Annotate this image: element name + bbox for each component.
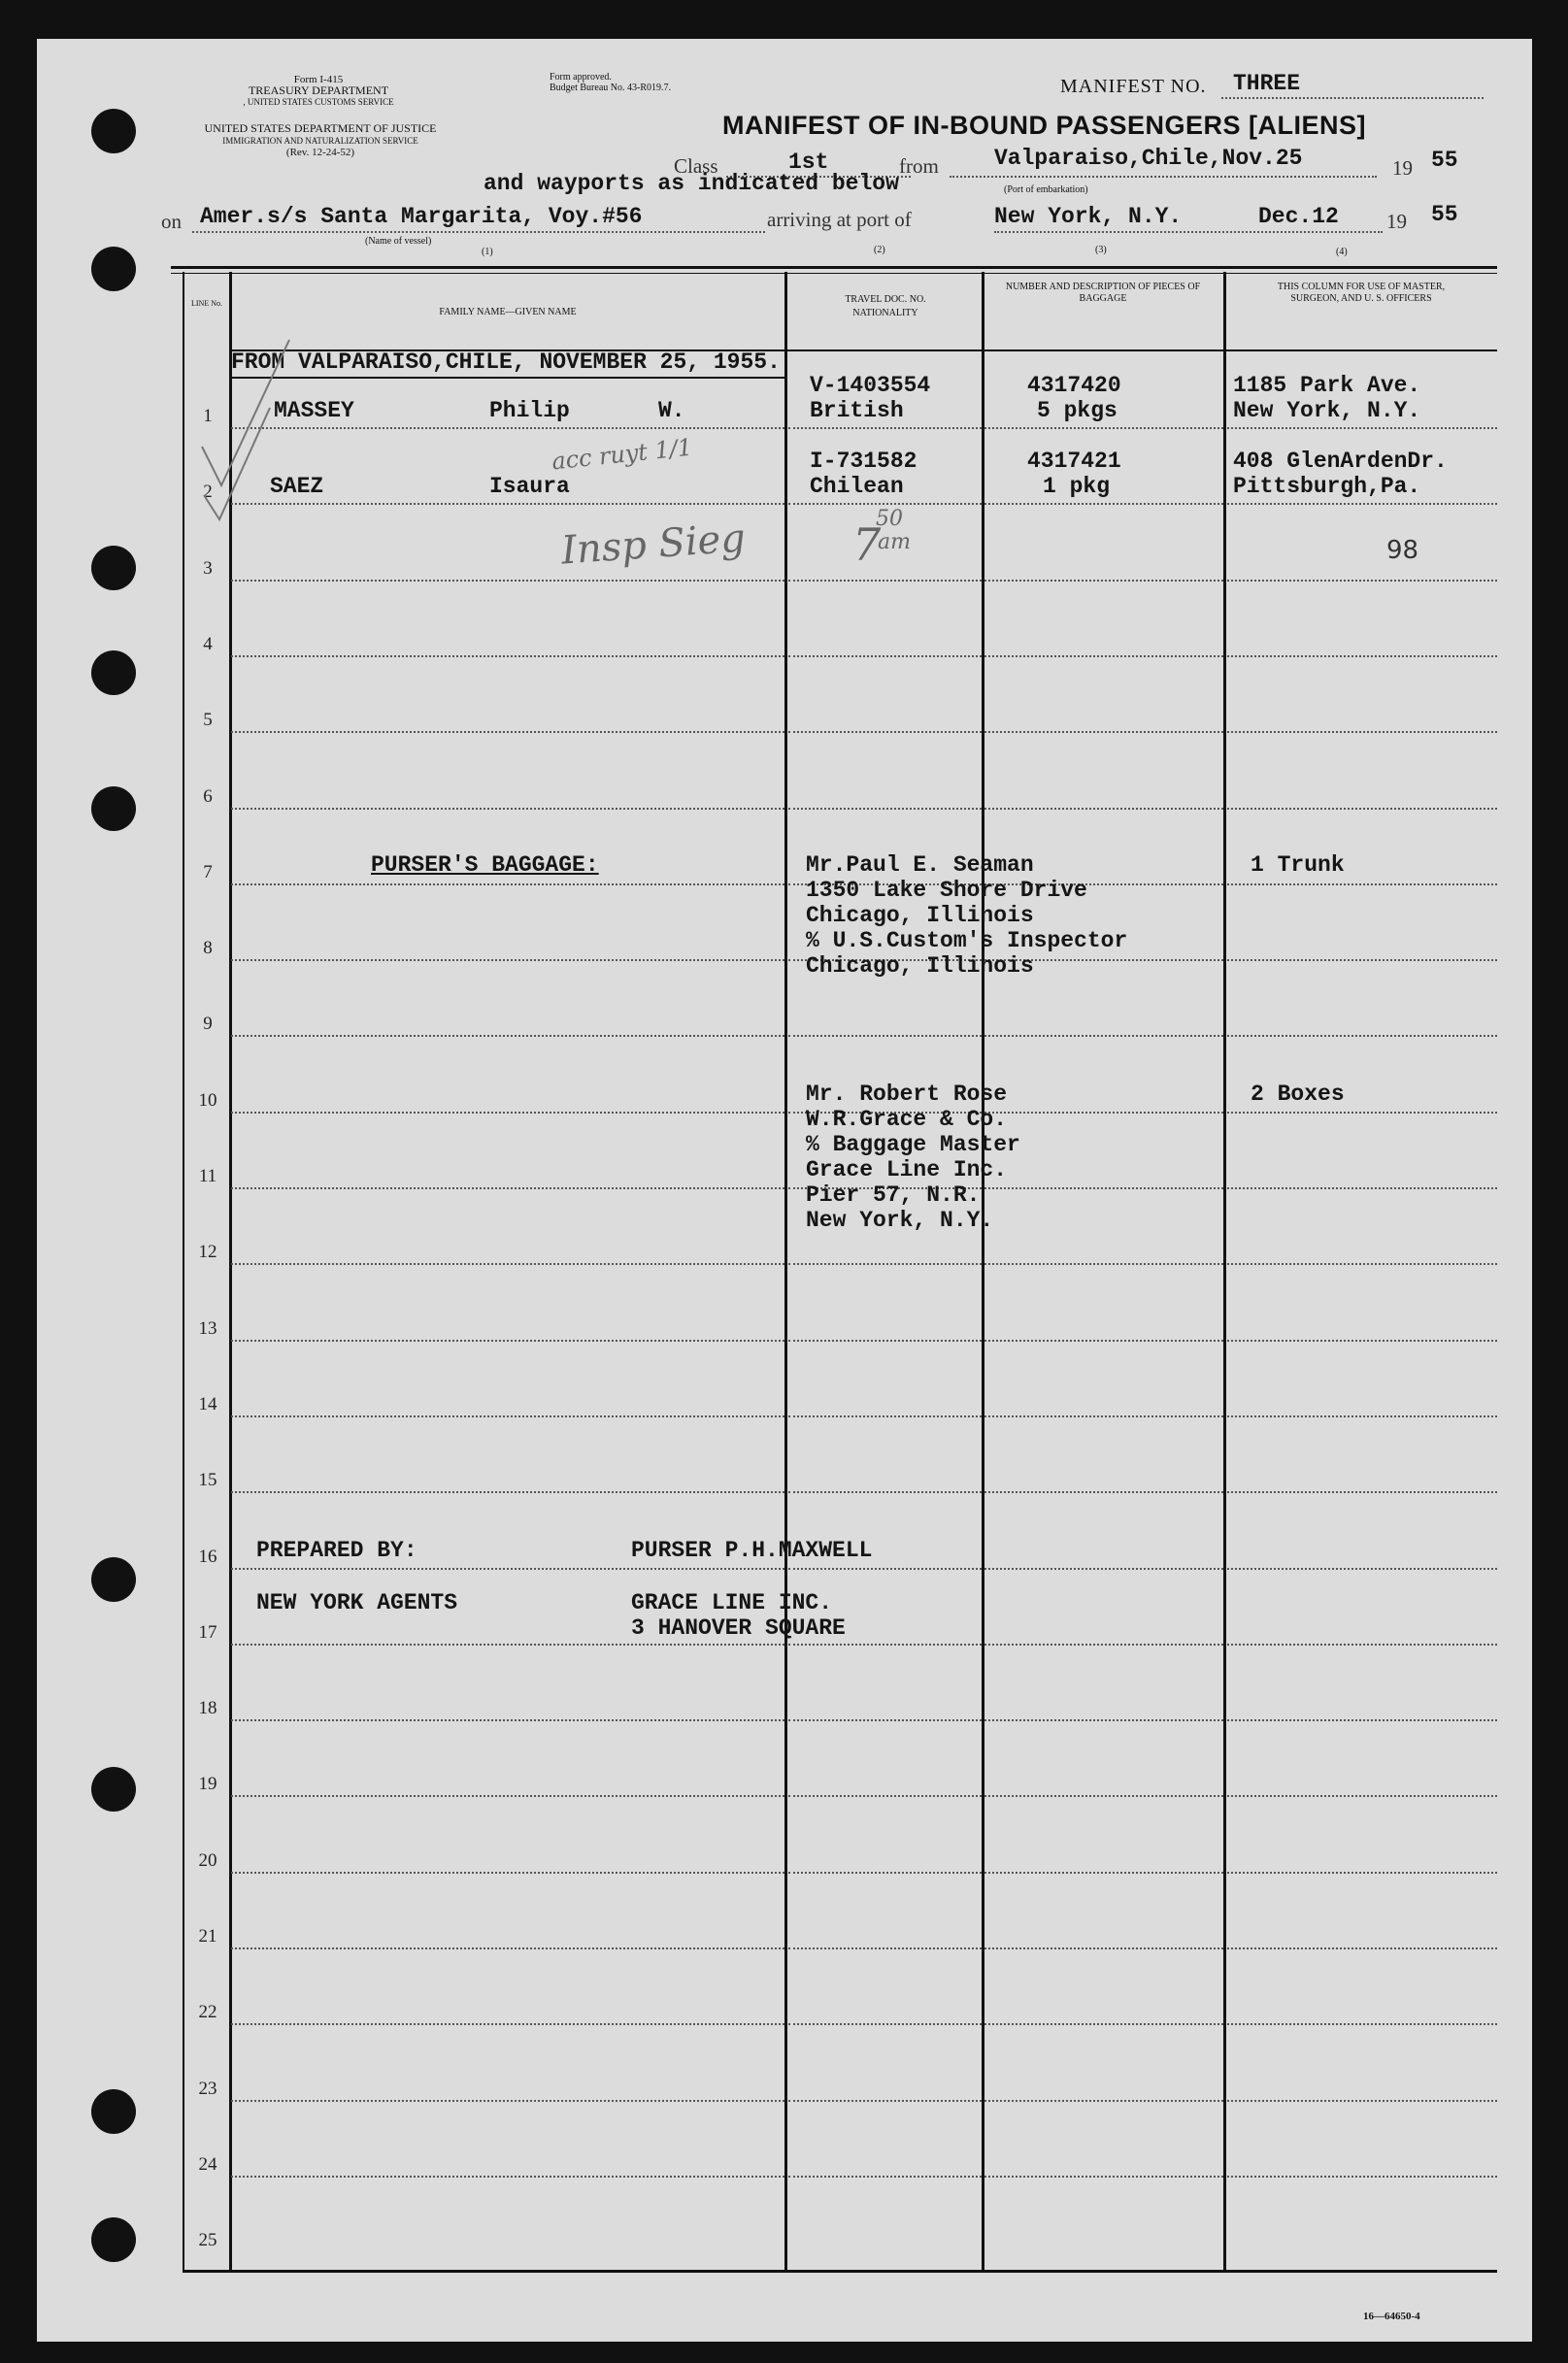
prepared-by-value: PURSER P.H.MAXWELL xyxy=(631,1538,873,1563)
line-number: 17 xyxy=(198,1622,217,1643)
purser-item-2-line-6: New York, N.Y. xyxy=(806,1208,994,1233)
treasury-department: TREASURY DEPARTMENT xyxy=(248,83,389,97)
line-number: 13 xyxy=(198,1318,217,1339)
row-dotted-line xyxy=(788,1491,982,1493)
row-dotted-line xyxy=(788,1568,982,1570)
purser-item-2-line-5: Pier 57, N.R. xyxy=(806,1182,981,1208)
row-dotted-line xyxy=(231,1644,784,1646)
row-dotted-line xyxy=(984,1644,1223,1646)
line-number: 5 xyxy=(203,710,213,730)
binder-hole xyxy=(91,109,136,153)
row-dotted-line xyxy=(788,2100,982,2102)
line-number: 22 xyxy=(198,2002,217,2022)
passenger-1-baggage-number: 4317420 xyxy=(1027,373,1121,398)
agents-line-2: 3 HANOVER SQUARE xyxy=(631,1615,846,1641)
passenger-2-address-line-1: 408 GlenArdenDr. xyxy=(1233,449,1448,474)
class-value: 1st xyxy=(788,150,829,175)
immigration-service: IMMIGRATION AND NATURALIZATION SERVICE xyxy=(222,136,418,146)
row-dotted-line xyxy=(984,1719,1223,1721)
row-dotted-line xyxy=(788,427,982,429)
row-dotted-line xyxy=(1227,427,1497,429)
wayports-text: and wayports as indicated below xyxy=(484,171,899,196)
row-dotted-line xyxy=(788,1263,982,1265)
row-dotted-line xyxy=(231,731,784,733)
row-dotted-line xyxy=(1227,1947,1497,1949)
line-number: 3 xyxy=(203,558,213,579)
row-dotted-line xyxy=(231,959,784,961)
column-divider-travel xyxy=(982,272,984,2272)
line-number: 25 xyxy=(198,2230,217,2250)
manifest-no-value: THREE xyxy=(1233,71,1301,96)
row-dotted-line xyxy=(1227,1568,1497,1570)
departure-line: FROM VALPARAISO,CHILE, NOVEMBER 25, 1955. xyxy=(231,349,781,375)
row-dotted-line xyxy=(984,1263,1223,1265)
row-dotted-line xyxy=(788,1795,982,1797)
purser-item-2-line-1: Mr. Robert Rose xyxy=(806,1082,1008,1107)
handwritten-checkmarks xyxy=(192,301,318,524)
row-dotted-line xyxy=(1227,2023,1497,2025)
passenger-1-initial: W. xyxy=(658,398,685,423)
manifest-title: MANIFEST OF IN-BOUND PASSENGERS [ALIENS] xyxy=(722,111,1367,140)
line-number: 4 xyxy=(203,634,213,654)
purser-item-1-line-3: Chicago, Illinois xyxy=(806,903,1034,928)
class-label: Class xyxy=(674,154,718,178)
row-dotted-line xyxy=(231,1187,784,1189)
row-dotted-line xyxy=(788,1947,982,1949)
row-dotted-line xyxy=(231,1491,784,1493)
row-dotted-line xyxy=(1227,1415,1497,1417)
manifest-no-line xyxy=(1221,97,1484,99)
row-dotted-line xyxy=(1227,731,1497,733)
row-dotted-line xyxy=(984,2023,1223,2025)
handwritten-time: 7 xyxy=(852,518,882,571)
table-left-border xyxy=(183,272,184,2272)
passenger-1-nationality: British xyxy=(810,398,904,423)
form-code: 16—64650-4 xyxy=(1363,2311,1420,2322)
line-number: 2 xyxy=(203,482,213,502)
purser-item-1-quantity: 1 Trunk xyxy=(1251,852,1345,878)
row-dotted-line xyxy=(231,1568,784,1570)
row-dotted-line xyxy=(788,2023,982,2025)
line-number: 16 xyxy=(198,1547,217,1567)
row-dotted-line xyxy=(984,2100,1223,2102)
row-dotted-line xyxy=(984,1568,1223,1570)
handwritten-number: 98 xyxy=(1386,536,1419,565)
handwritten-note-accepted: acc ruyt 1/1 xyxy=(550,433,694,476)
year-suffix: 55 xyxy=(1431,148,1458,173)
row-dotted-line xyxy=(231,1872,784,1874)
binder-hole xyxy=(91,1767,136,1812)
row-dotted-line xyxy=(788,1872,982,1874)
line-number: 10 xyxy=(198,1090,217,1111)
handwritten-time-minutes: 50 xyxy=(876,507,903,531)
binder-hole xyxy=(91,2217,136,2262)
row-dotted-line xyxy=(788,1340,982,1342)
vessel-line xyxy=(192,231,765,233)
row-dotted-line xyxy=(1227,1872,1497,1874)
binder-hole xyxy=(91,546,136,590)
row-dotted-line xyxy=(788,2176,982,2178)
row-dotted-line xyxy=(984,808,1223,810)
passenger-2-baggage-number: 4317421 xyxy=(1027,449,1121,474)
row-dotted-line xyxy=(1227,1112,1497,1114)
row-dotted-line xyxy=(788,808,982,810)
column-header-name: FAMILY NAME—GIVEN NAME xyxy=(439,307,577,317)
passenger-1-given-name: Philip xyxy=(489,398,570,423)
row-dotted-line xyxy=(984,503,1223,505)
row-dotted-line xyxy=(231,1340,784,1342)
row-dotted-line xyxy=(984,1415,1223,1417)
purser-item-1-line-4: % U.S.Custom's Inspector xyxy=(806,928,1128,953)
row-dotted-line xyxy=(231,1263,784,1265)
row-dotted-line xyxy=(984,1491,1223,1493)
row-dotted-line xyxy=(1227,1263,1497,1265)
purser-item-1-line-2: 1350 Lake Shore Drive xyxy=(806,878,1087,903)
binder-hole xyxy=(91,247,136,291)
vessel-name: Amer.s/s Santa Margarita, Voy.#56 xyxy=(200,204,643,229)
line-number: 21 xyxy=(198,1926,217,1947)
line-number: 23 xyxy=(198,2079,217,2099)
row-dotted-line xyxy=(984,655,1223,657)
line-number: 19 xyxy=(198,1774,217,1794)
row-dotted-line xyxy=(984,1112,1223,1114)
line-number: 14 xyxy=(198,1394,217,1414)
binder-hole xyxy=(91,786,136,831)
row-dotted-line xyxy=(1227,1340,1497,1342)
passenger-2-given-name: Isaura xyxy=(489,474,570,499)
row-dotted-line xyxy=(984,1340,1223,1342)
row-dotted-line xyxy=(788,580,982,582)
row-dotted-line xyxy=(231,883,784,885)
budget-bureau: Budget Bureau No. 43-R019.7. xyxy=(550,83,671,93)
row-dotted-line xyxy=(1227,503,1497,505)
line-number: 1 xyxy=(203,406,213,426)
pursers-baggage-label: PURSER'S BAGGAGE: xyxy=(371,852,599,878)
line-number: 8 xyxy=(203,938,213,958)
column-ref-3: (3) xyxy=(1095,245,1107,255)
purser-item-1-line-5: Chicago, Illinois xyxy=(806,953,1034,979)
table-top-border-inner xyxy=(171,273,1497,274)
row-dotted-line xyxy=(1227,1491,1497,1493)
column-header-officers: THIS COLUMN FOR USE OF MASTER, SURGEON, AND U. S. OFFICERS xyxy=(1277,282,1446,304)
row-dotted-line xyxy=(984,1187,1223,1189)
row-dotted-line xyxy=(1227,1719,1497,1721)
row-dotted-line xyxy=(984,1035,1223,1037)
arriving-label: arriving at port of xyxy=(767,208,912,231)
purser-item-2-quantity: 2 Boxes xyxy=(1251,1082,1345,1107)
row-dotted-line xyxy=(231,1719,784,1721)
row-dotted-line xyxy=(1227,1795,1497,1797)
line-number: 24 xyxy=(198,2154,217,2175)
column-ref-1: (1) xyxy=(482,247,493,257)
row-dotted-line xyxy=(231,1795,784,1797)
manifest-page xyxy=(37,39,1532,2342)
row-dotted-line xyxy=(788,1035,982,1037)
purser-item-2-line-3: % Baggage Master xyxy=(806,1132,1020,1157)
passenger-1-baggage-desc: 5 pkgs xyxy=(1037,398,1118,423)
passenger-1-address-line-2: New York, N.Y. xyxy=(1233,398,1421,423)
row-dotted-line xyxy=(231,1112,784,1114)
passenger-1-travel-doc: V-1403554 xyxy=(810,373,931,398)
row-dotted-line xyxy=(984,1872,1223,1874)
row-dotted-line xyxy=(788,1644,982,1646)
row-dotted-line xyxy=(788,1415,982,1417)
column-header-travel-doc: TRAVEL DOC. NO. NATIONALITY xyxy=(845,294,926,318)
table-bottom-border xyxy=(183,2270,1497,2273)
row-dotted-line xyxy=(1227,580,1497,582)
row-dotted-line xyxy=(984,580,1223,582)
passenger-2-address-line-2: Pittsburgh,Pa. xyxy=(1233,474,1421,499)
column-header-line: LINE No. xyxy=(191,299,222,308)
row-dotted-line xyxy=(1227,808,1497,810)
line-number: 18 xyxy=(198,1698,217,1718)
row-dotted-line xyxy=(984,731,1223,733)
prepared-by-label: PREPARED BY: xyxy=(256,1538,417,1563)
from-label: from xyxy=(899,154,939,178)
row-dotted-line xyxy=(1227,2176,1497,2178)
department-of-justice: UNITED STATES DEPARTMENT OF JUSTICE xyxy=(204,121,437,135)
port-embarkation-note: (Port of embarkation) xyxy=(1004,184,1088,195)
year-suffix: 55 xyxy=(1431,202,1458,227)
row-dotted-line xyxy=(984,427,1223,429)
binder-hole xyxy=(91,650,136,695)
line-number: 7 xyxy=(203,862,213,882)
row-dotted-line xyxy=(231,1035,784,1037)
column-header-baggage: NUMBER AND DESCRIPTION OF PIECES OF BAGGAGE xyxy=(1005,282,1201,304)
row-dotted-line xyxy=(231,1947,784,1949)
column-ref-2: (2) xyxy=(874,245,885,255)
vessel-note: (Name of vessel) xyxy=(365,236,432,247)
passenger-2-surname: SAEZ xyxy=(270,474,324,499)
row-dotted-line xyxy=(788,1719,982,1721)
customs-service: , UNITED STATES CUSTOMS SERVICE xyxy=(243,97,394,107)
on-label: on xyxy=(161,210,182,233)
line-number: 9 xyxy=(203,1014,213,1034)
column-divider-name xyxy=(784,272,787,2272)
passenger-2-nationality: Chilean xyxy=(810,474,904,499)
column-divider-line-no xyxy=(229,272,232,2272)
table-top-border xyxy=(171,266,1497,269)
row-dotted-line xyxy=(788,731,982,733)
row-dotted-line xyxy=(984,2176,1223,2178)
column-divider-baggage xyxy=(1223,272,1226,2272)
row-dotted-line xyxy=(231,2023,784,2025)
manifest-no-label: MANIFEST NO. xyxy=(1060,76,1207,97)
agents-line-1: GRACE LINE INC. xyxy=(631,1590,833,1615)
arrival-date: Dec.12 xyxy=(1258,204,1339,229)
row-dotted-line xyxy=(231,2100,784,2102)
purser-item-2-line-4: Grace Line Inc. xyxy=(806,1157,1008,1182)
row-dotted-line xyxy=(231,580,784,582)
passenger-1-surname: MASSEY xyxy=(274,398,354,423)
purser-item-1-line-1: Mr.Paul E. Seaman xyxy=(806,852,1034,878)
line-number: 11 xyxy=(198,1166,217,1186)
passenger-2-travel-doc: I-731582 xyxy=(810,449,917,474)
row-dotted-line xyxy=(984,1947,1223,1949)
year-prefix: 19 xyxy=(1386,210,1407,233)
agents-label: NEW YORK AGENTS xyxy=(256,1590,458,1615)
row-dotted-line xyxy=(231,2176,784,2178)
year-prefix: 19 xyxy=(1392,156,1413,180)
form-number: Form I-415 xyxy=(293,74,344,85)
line-number: 12 xyxy=(198,1242,217,1262)
passenger-1-address-line-1: 1185 Park Ave. xyxy=(1233,373,1421,398)
row-dotted-line xyxy=(231,655,784,657)
passenger-2-baggage-desc: 1 pkg xyxy=(1043,474,1111,499)
revision-date: (Rev. 12-24-52) xyxy=(285,147,355,158)
row-dotted-line xyxy=(1227,655,1497,657)
purser-item-2-line-2: W.R.Grace & Co. xyxy=(806,1107,1008,1132)
handwritten-time-am: am xyxy=(878,530,911,554)
row-dotted-line xyxy=(1227,1035,1497,1037)
embarkation-value: Valparaiso,Chile,Nov.25 xyxy=(994,146,1303,171)
row-dotted-line xyxy=(1227,1187,1497,1189)
row-dotted-line xyxy=(1227,883,1497,885)
line-number: 6 xyxy=(203,786,213,807)
row-dotted-line xyxy=(1227,1644,1497,1646)
form-approved: Form approved. xyxy=(550,72,612,83)
arrival-port: New York, N.Y. xyxy=(994,204,1183,229)
line-number: 15 xyxy=(198,1470,217,1490)
row-dotted-line xyxy=(984,1795,1223,1797)
row-dotted-line xyxy=(1227,959,1497,961)
row-dotted-line xyxy=(231,1415,784,1417)
handwritten-inspector: Insp Sieg xyxy=(559,516,748,574)
binder-hole xyxy=(91,2089,136,2134)
row-dotted-line xyxy=(231,808,784,810)
arrival-line xyxy=(994,231,1383,233)
column-ref-4: (4) xyxy=(1336,247,1348,257)
binder-hole xyxy=(91,1557,136,1602)
from-line xyxy=(950,176,1377,178)
line-number: 20 xyxy=(198,1850,217,1871)
row-dotted-line xyxy=(1227,2100,1497,2102)
row-dotted-line xyxy=(788,655,982,657)
row-dotted-line xyxy=(788,503,982,505)
